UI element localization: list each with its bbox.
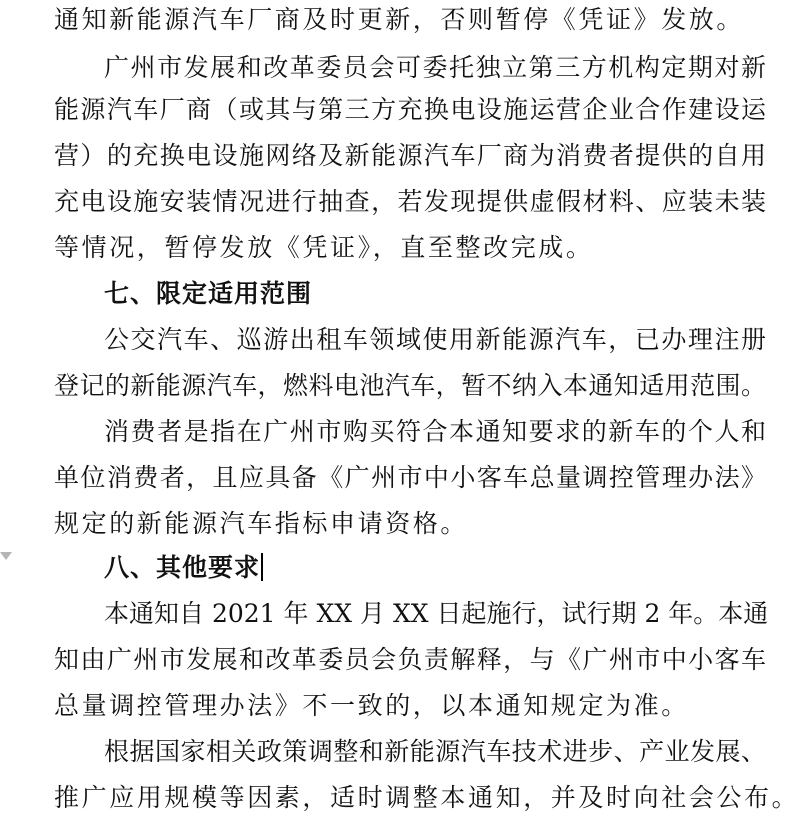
paragraph-line: 根据国家相关政策调整和新能源汽车技术进步、产业发展、 bbox=[104, 737, 766, 766]
section-heading-7: 七、限定适用范围 bbox=[104, 279, 313, 308]
paragraph-line: 公交汽车、巡游出租车领域使用新能源汽车，已办理注册 bbox=[104, 325, 766, 354]
paragraph-line: 总量调控管理办法》不一致的，以本通知规定为准。 bbox=[54, 691, 689, 720]
paragraph-line: 推广应用规模等因素，适时调整本通知，并及时向社会公布。 bbox=[54, 783, 800, 812]
paragraph-line: 等情况，暂停发放《凭证》，直至整改完成。 bbox=[54, 233, 594, 262]
paragraph-line: 知由广州市发展和改革委员会负责解释，与《广州市中小客车 bbox=[54, 645, 766, 674]
paragraph-line: 消费者是指在广州市购买符合本通知要求的新车的个人和 bbox=[104, 417, 766, 446]
paragraph-line: 营）的充换电设施网络及新能源汽车厂商为消费者提供的自用 bbox=[54, 141, 766, 170]
section-heading-8-text: 八、其他要求 bbox=[104, 553, 261, 582]
paragraph-line: 本通知自 2021 年 XX 月 XX 日起施行，试行期 2 年。本通 bbox=[104, 599, 769, 628]
paragraph-line: 通知新能源汽车厂商及时更新，否则暂停《凭证》发放。 bbox=[54, 5, 745, 34]
paragraph-line: 登记的新能源汽车，燃料电池汽车，暂不纳入本通知适用范围。 bbox=[54, 371, 766, 400]
text-cursor bbox=[261, 553, 263, 581]
section-heading-8[interactable] bbox=[104, 550, 263, 586]
paragraph-line: 规定的新能源汽车指标申请资格。 bbox=[54, 509, 469, 538]
paragraph-line: 充电设施安装情况进行抽查，若发现提供虚假材料、应装未装 bbox=[54, 187, 766, 216]
collapse-triangle-icon[interactable] bbox=[0, 552, 12, 560]
paragraph-line: 能源汽车厂商（或其与第三方充换电设施运营企业合作建设运 bbox=[54, 95, 766, 124]
paragraph-line: 单位消费者，且应具备《广州市中小客车总量调控管理办法》 bbox=[54, 463, 766, 492]
paragraph-line: 广州市发展和改革委员会可委托独立第三方机构定期对新 bbox=[104, 53, 766, 82]
